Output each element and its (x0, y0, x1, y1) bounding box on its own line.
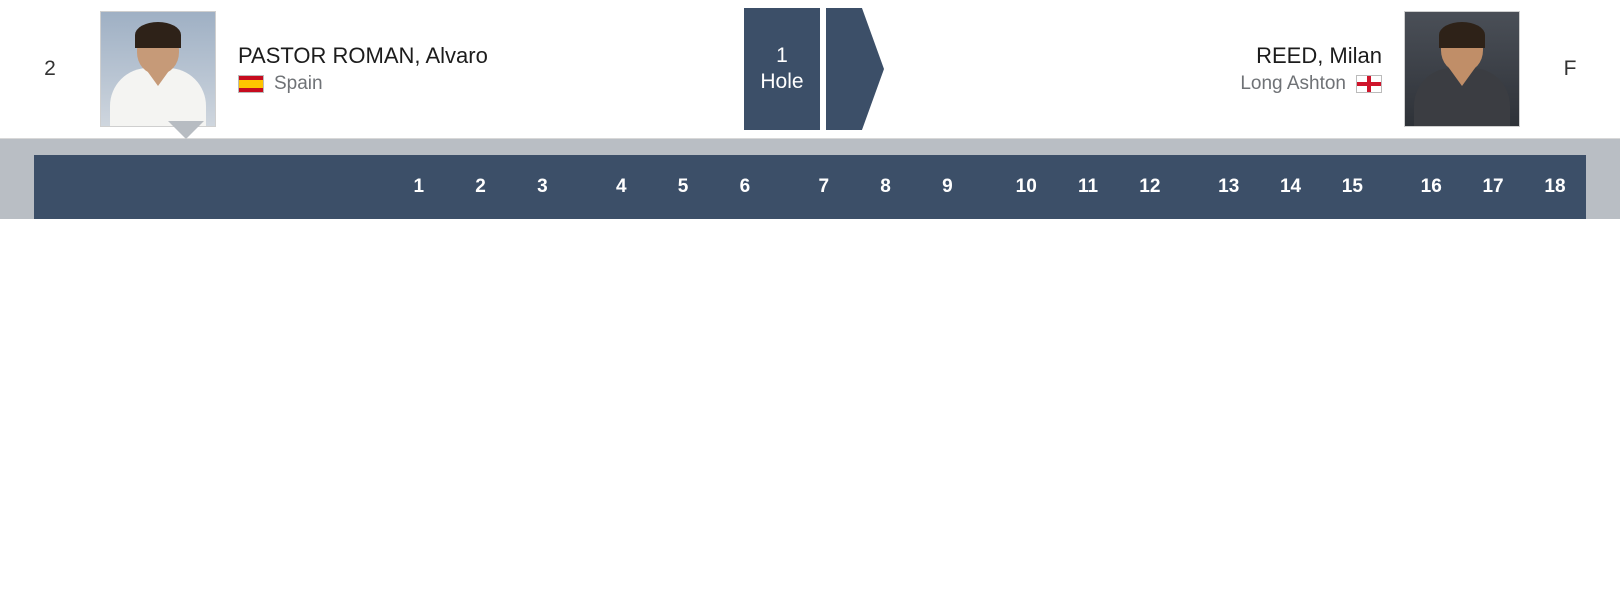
hole-number-14: 14 (1260, 155, 1322, 219)
hole-number-6: 6 (714, 155, 776, 219)
hole-number-3: 3 (512, 155, 574, 219)
match-header-bar (0, 0, 1620, 139)
spacer-cell (776, 155, 793, 219)
left-player-club: Spain (274, 73, 323, 95)
header-blank-cell (34, 155, 388, 219)
spacer-cell (1181, 155, 1198, 219)
hole-status-box (744, 8, 820, 130)
hole-status-unit: Hole (760, 70, 804, 93)
left-player-block[interactable] (100, 11, 488, 127)
lead-direction-arrow-icon (826, 8, 884, 130)
right-player-block[interactable] (1240, 11, 1520, 127)
right-player-names (1240, 41, 1382, 96)
spacer-cell (978, 155, 995, 219)
scorecard-container (0, 139, 1620, 219)
spain-flag-icon (238, 75, 264, 93)
right-player-club: Long Ashton (1240, 73, 1346, 95)
right-player-club-row (1240, 71, 1382, 97)
hole-number-1: 1 (388, 155, 450, 219)
hole-number-12: 12 (1119, 155, 1181, 219)
selected-match-pointer-icon (168, 121, 204, 139)
hole-number-15: 15 (1321, 155, 1383, 219)
scorecard-table (34, 155, 1586, 219)
hole-number-13: 13 (1198, 155, 1260, 219)
left-position: 2 (44, 57, 56, 80)
spacer-cell (1383, 155, 1400, 219)
left-player-photo (100, 11, 216, 127)
hole-number-5: 5 (652, 155, 714, 219)
hole-number-9: 9 (916, 155, 978, 219)
hole-number-11: 11 (1057, 155, 1119, 219)
hole-number-18: 18 (1524, 155, 1586, 219)
left-player-club-row (238, 71, 488, 97)
scorecard-header-row (34, 155, 1586, 219)
hole-number-7: 7 (793, 155, 855, 219)
left-player-name: PASTOR ROMAN, Alvaro (238, 43, 488, 69)
right-player-photo (1404, 11, 1520, 127)
spacer-cell (573, 155, 590, 219)
hole-status-value: 1 (776, 43, 788, 67)
hole-number-8: 8 (855, 155, 917, 219)
hole-number-10: 10 (995, 155, 1057, 219)
right-position: F (1563, 57, 1577, 80)
left-player-names (238, 41, 488, 96)
hole-number-16: 16 (1400, 155, 1462, 219)
hole-number-4: 4 (590, 155, 652, 219)
hole-status-indicator (744, 8, 884, 130)
england-flag-icon (1356, 75, 1382, 93)
hole-number-2: 2 (450, 155, 512, 219)
right-player-name: REED, Milan (1256, 43, 1382, 69)
hole-number-17: 17 (1462, 155, 1524, 219)
